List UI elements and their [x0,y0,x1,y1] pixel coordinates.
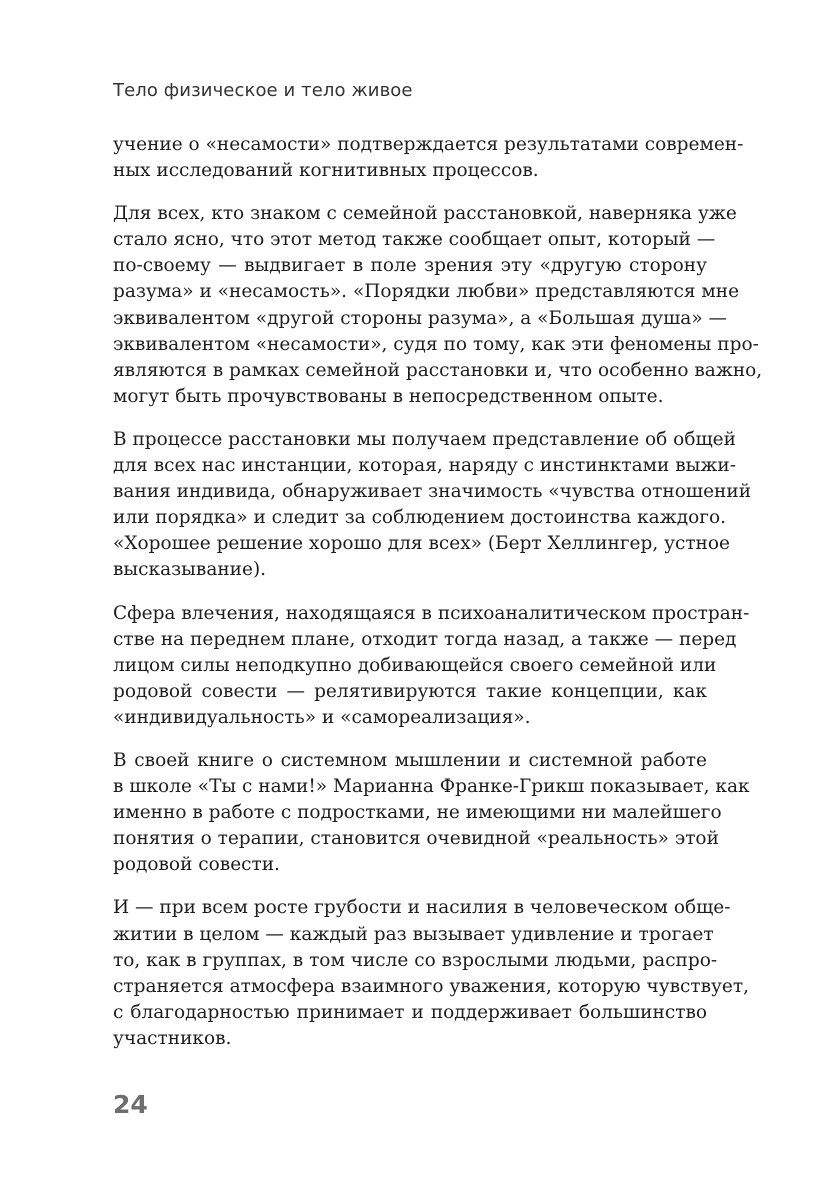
text-line: участников. [113,1027,232,1049]
text-line: вания индивида, обнаруживает значимость «чувства отношений [113,481,752,503]
paragraph [113,201,763,410]
text-line: именно в работе с подростками, не имеющими ни малейшего [113,802,722,824]
text-line: В своей книге о системном мышлении и системной работе [113,749,707,771]
text-line: родовой совести. [113,854,280,876]
text-line: эквивалентом «несамости», судя по тому, как эти феномены про- [113,333,759,355]
text-line: по-своему — выдвигает в поле зрения эту «другую сторону [113,255,707,277]
text-line: высказывание). [113,559,267,581]
text-line: Для всех, кто знаком с семейной расстановкой, наверняка уже [113,203,737,225]
text-line: с благодарностью принимает и поддерживает большинство [113,1001,707,1023]
text-line: «Хорошее решение хорошо для всех» (Берт Хеллингер, устное [113,533,730,555]
text-line: являются в рамках семейной расстановки и, что особенно важно, [113,359,763,381]
text-line: стало ясно, что этот метод также сообщает опыт, который — [113,229,716,251]
page-number: 24 [113,1090,148,1119]
running-header: Тело физическое и тело живое [113,80,413,101]
text-line: Сфера влечения, находящаяся в психоаналитическом простран- [113,602,750,624]
text-line: то, как в группах, в том числе со взрослыми людьми, распро- [113,949,718,971]
text-line: «индивидуальность» и «самореализация». [113,706,531,728]
text-line: разума» и «несамость». «Порядки любви» представляются мне [113,281,740,303]
text-line: эквивалентом «другой стороны разума», а «Большая душа» — [113,307,728,329]
text-line: лицом силы неподкупно добивающейся своего семейной или [113,654,717,676]
text-line: или порядка» и следит за соблюдением достоинства каждого. [113,507,726,529]
text-line: стве на переднем плане, отходит тогда назад, а также — перед [113,628,737,650]
paragraph [113,748,750,878]
text-line: понятия о терапии, становится очевидной «реальность» этой [113,828,719,850]
paragraph [113,601,750,731]
text-line: для всех нас инстанции, которая, наряду с инстинктами выжи- [113,455,737,477]
text-line: в школе «Ты с нами!» Марианна Франке-Грикш показывает, как [113,776,750,798]
paragraph [113,427,752,584]
text-line: И — при всем росте грубости и насилия в человеческом обще- [113,897,731,919]
text-line: страняется атмосфера взаимного уважения, которую чувствует, [113,975,750,997]
paragraph [113,132,744,184]
text-line: житии в целом — каждый раз вызывает удивление и трогает [113,923,714,945]
text-line: могут быть прочувствованы в непосредственном опыте. [113,385,664,407]
body-text [113,132,763,1069]
text-line: учение о «несамости» подтверждается результатами современ- [113,134,744,155]
paragraph [113,895,750,1052]
text-line: родовой совести — релятивируются такие концепции, как [113,680,707,702]
text-line: В процессе расстановки мы получаем представление об общей [113,428,736,450]
text-line: ных исследований когнитивных процессов. [113,160,539,182]
